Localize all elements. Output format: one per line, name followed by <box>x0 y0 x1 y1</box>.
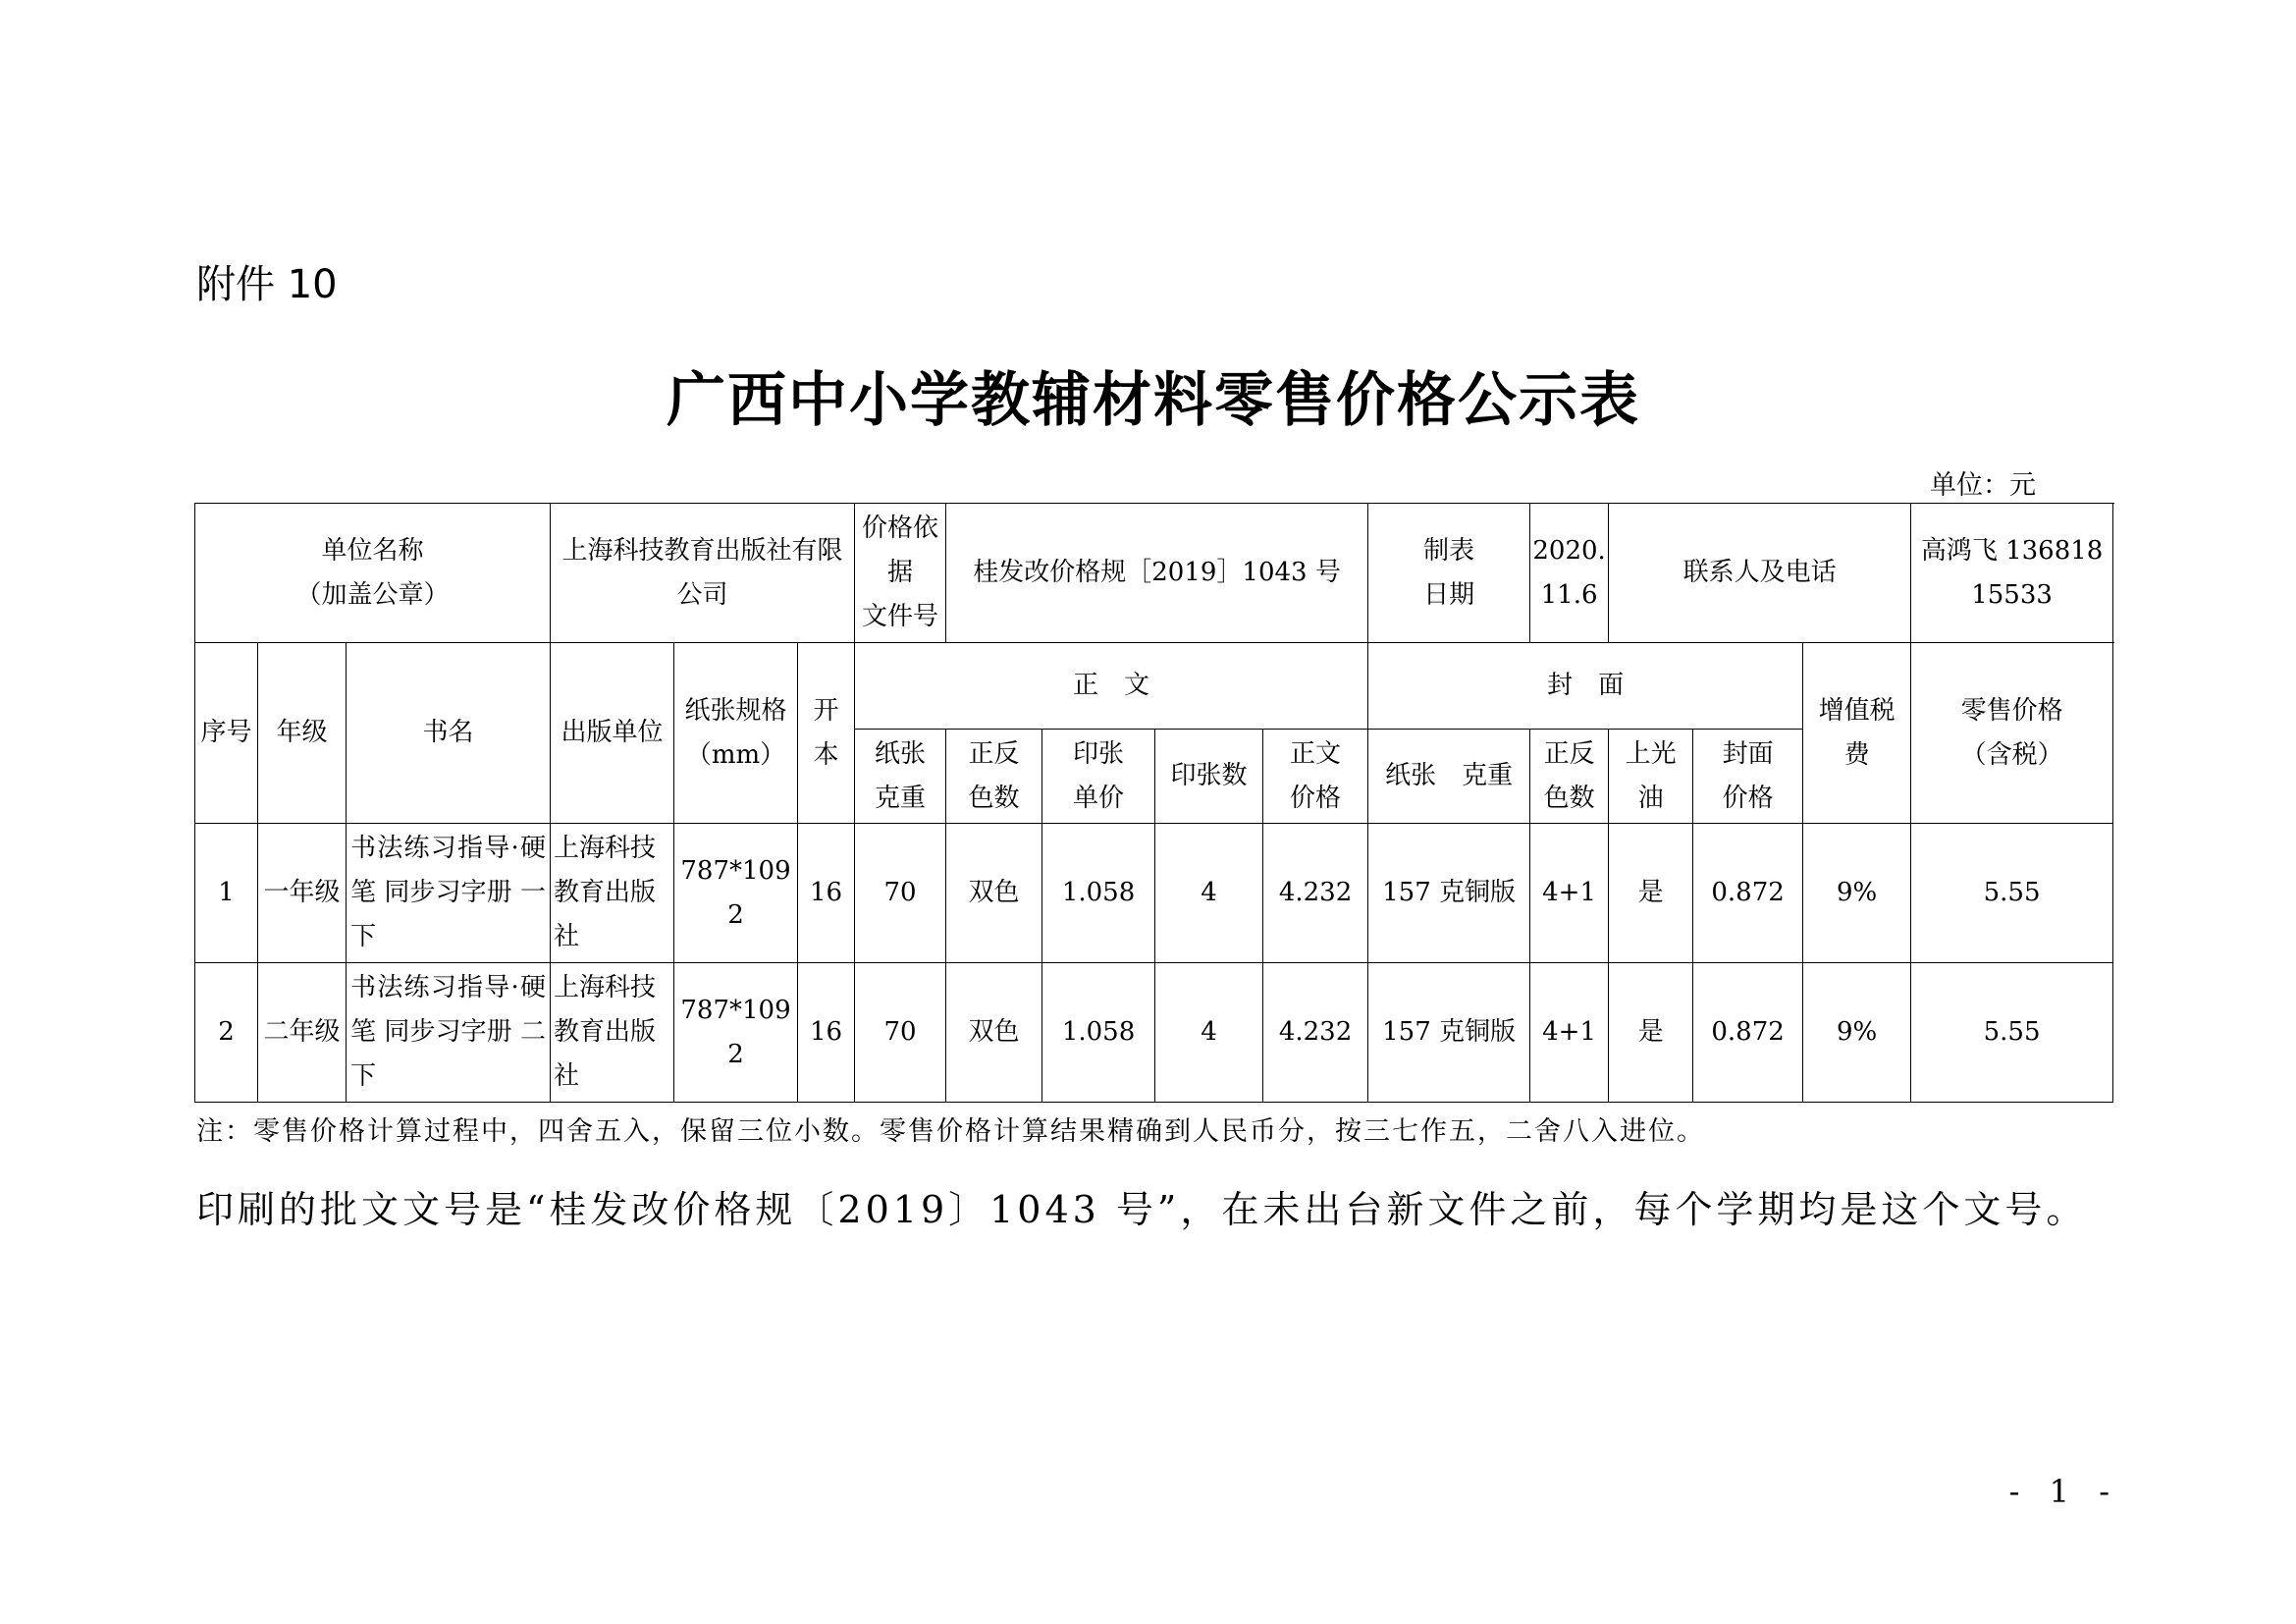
cell-vat: 9% <box>1803 963 1911 1103</box>
cell-body-paper: 70 <box>855 824 946 963</box>
table-row <box>195 824 2113 963</box>
cell-body-paper: 70 <box>855 963 946 1103</box>
cell-format: 16 <box>798 824 855 963</box>
page-number: - 1 - <box>2008 1473 2119 1510</box>
price-basis-value: 桂发改价格规［2019］1043 号 <box>946 504 1368 643</box>
body-paragraph: 印刷的批文文号是“桂发改价格规〔2019〕1043 号”，在未出台新文件之前，每个学期均是这个文号。 <box>196 1188 2088 1231</box>
cell-seq: 2 <box>195 963 258 1103</box>
cell-grade: 一年级 <box>258 824 347 963</box>
contact-value: 高鸿飞 13681815533 <box>1911 504 2113 643</box>
col-cover-price: 封面 价格 <box>1693 730 1803 824</box>
col-paper-spec: 纸张规格 （mm） <box>674 643 798 824</box>
unit-name-value: 上海科技教育出版社有限公司 <box>551 504 855 643</box>
cell-body-price: 4.232 <box>1263 963 1368 1103</box>
header-info-row <box>195 504 2113 643</box>
contact-label: 联系人及电话 <box>1609 504 1911 643</box>
cell-book: 书法练习指导·硬笔 同步习字册 一下 <box>347 824 551 963</box>
unit-name-label: 单位名称 （加盖公章） <box>195 504 551 643</box>
cell-body-sheets: 4 <box>1155 963 1263 1103</box>
cell-retail: 5.55 <box>1911 824 2113 963</box>
col-book: 书名 <box>347 643 551 824</box>
table-footnote: 注：零售价格计算过程中，四舍五入，保留三位小数。零售价格计算结果精确到人民币分，按三七作五，二舍八入进位。 <box>196 1116 1705 1147</box>
price-table <box>194 503 2113 1103</box>
cell-vat: 9% <box>1803 824 1911 963</box>
currency-unit: 单位：元 <box>1930 470 2036 501</box>
cell-format: 16 <box>798 963 855 1103</box>
table-row <box>195 963 2113 1103</box>
cell-cover-color: 4+1 <box>1530 824 1609 963</box>
cell-body-color: 双色 <box>946 824 1042 963</box>
cell-cover-gloss: 是 <box>1609 824 1693 963</box>
date-label: 制表 日期 <box>1368 504 1530 643</box>
col-body-price: 正文 价格 <box>1263 730 1368 824</box>
cell-body-sheets: 4 <box>1155 824 1263 963</box>
cell-cover-color: 4+1 <box>1530 963 1609 1103</box>
col-grade: 年级 <box>258 643 347 824</box>
col-cover-color: 正反 色数 <box>1530 730 1609 824</box>
col-cover-gloss: 上光 油 <box>1609 730 1693 824</box>
cell-cover-gloss: 是 <box>1609 963 1693 1103</box>
col-body-sheet-price: 印张 单价 <box>1042 730 1155 824</box>
cell-seq: 1 <box>195 824 258 963</box>
cell-grade: 二年级 <box>258 963 347 1103</box>
price-basis-label: 价格依 据 文件号 <box>855 504 946 643</box>
cell-cover-price: 0.872 <box>1693 963 1803 1103</box>
col-vat: 增值税 费 <box>1803 643 1911 824</box>
cell-body-color: 双色 <box>946 963 1042 1103</box>
cell-body-sheet-price: 1.058 <box>1042 963 1155 1103</box>
cell-paper-spec: 787*1092 <box>674 963 798 1103</box>
cell-retail: 5.55 <box>1911 963 2113 1103</box>
cell-cover-paper: 157 克铜版 <box>1368 824 1530 963</box>
cell-publisher: 上海科技教育出版社 <box>551 824 674 963</box>
page-title: 广西中小学教辅材料零售价格公示表 <box>667 366 1640 435</box>
col-format: 开 本 <box>798 643 855 824</box>
cell-cover-price: 0.872 <box>1693 824 1803 963</box>
col-body-paper: 纸张 克重 <box>855 730 946 824</box>
cell-cover-paper: 157 克铜版 <box>1368 963 1530 1103</box>
cell-body-price: 4.232 <box>1263 824 1368 963</box>
col-body-group: 正 文 <box>855 643 1368 730</box>
cell-paper-spec: 787*1092 <box>674 824 798 963</box>
col-cover-group: 封 面 <box>1368 643 1803 730</box>
col-body-color: 正反 色数 <box>946 730 1042 824</box>
col-seq: 序号 <box>195 643 258 824</box>
cell-body-sheet-price: 1.058 <box>1042 824 1155 963</box>
attachment-label: 附件 10 <box>196 262 338 307</box>
col-retail: 零售价格 （含税） <box>1911 643 2113 824</box>
cell-book: 书法练习指导·硬笔 同步习字册 二下 <box>347 963 551 1103</box>
col-body-sheets: 印张数 <box>1155 730 1263 824</box>
col-cover-paper: 纸张 克重 <box>1368 730 1530 824</box>
cell-publisher: 上海科技教育出版社 <box>551 963 674 1103</box>
date-value: 2020. 11.6 <box>1530 504 1609 643</box>
column-header-row-1 <box>195 643 2113 730</box>
col-publisher: 出版单位 <box>551 643 674 824</box>
